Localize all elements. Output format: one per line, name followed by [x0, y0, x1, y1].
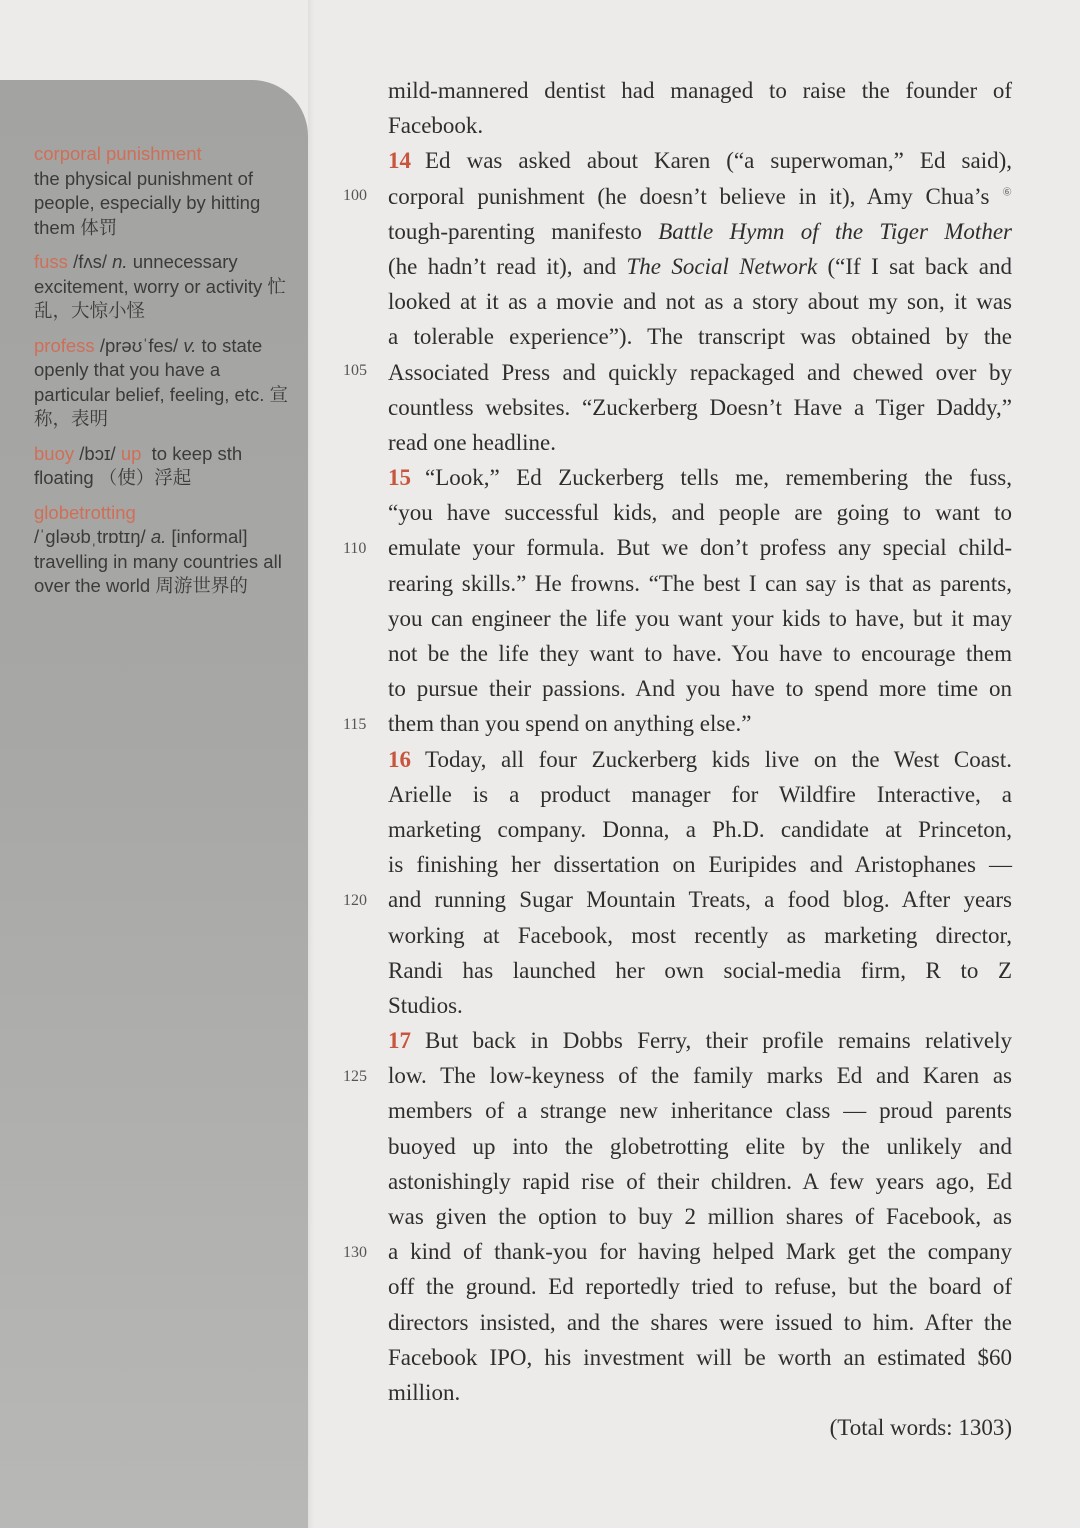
line-number: 115 [343, 716, 367, 733]
glossary-term: buoy [34, 442, 75, 464]
text-line: Studios. [388, 992, 463, 1018]
glossary-entry [34, 442, 296, 491]
text-span: Today, all four Zuckerberg kids live on the West Coast. [425, 746, 1012, 772]
text-line: countless websites. “Zuckerberg Doesn’t Have a Tiger Daddy,” [388, 394, 1012, 420]
text-line: not be the life they want to have. You have to encourage them [388, 641, 1012, 666]
text-line: and running Sugar Mountain Treats, a food blog. After years [388, 887, 1012, 913]
text-line [388, 214, 1012, 249]
glossary-term: profess [34, 334, 95, 356]
glossary-pos: v. [183, 334, 197, 356]
glossary-definition: unnecessary excitement, worry or activity 忙乱，大惊小怪 [34, 251, 286, 321]
glossary-sidebar [0, 80, 308, 1528]
text-span: corporal punishment (he doesn’t believe in it), Amy Chua’s [388, 183, 990, 209]
text-line: off the ground. Ed reportedly tried to refuse, but the board of [388, 1274, 1012, 1300]
text-line: emulate your formula. But we don’t profess any special child- [388, 535, 1012, 561]
film-title: The Social Network [626, 253, 818, 279]
paragraph-number: 16 [388, 746, 411, 772]
glossary-term: corporal punishment [34, 143, 202, 164]
paragraph-number: 14 [388, 148, 411, 174]
glossary-phonetic: /prəʊˈfes/ [99, 334, 179, 356]
total-words: (Total words: 1303) [829, 1415, 1012, 1441]
text-line [388, 249, 1012, 284]
glossary-phonetic: /fʌs/ [73, 251, 107, 272]
text-line: read one headline. [388, 429, 556, 455]
text-line: low. The low-keyness of the family marks Ed and Karen as [388, 1063, 1012, 1089]
glossary-entry [34, 142, 296, 240]
text-line [388, 742, 1012, 777]
text-span: (he hadn’t read it), and [388, 253, 627, 279]
glossary-entry [34, 334, 296, 432]
text-line: directors insisted, and the shares were issued to him. After the [388, 1309, 1012, 1335]
page-gutter [308, 0, 314, 1528]
text-line: Facebook IPO, his investment will be worth an estimated $60 [388, 1344, 1012, 1370]
glossary-entry [34, 501, 296, 599]
text-line: you can engineer the life you want your kids to have, but it may [388, 605, 1012, 631]
text-span: “Look,” Ed Zuckerberg tells me, remembering the fuss, [425, 465, 1012, 491]
text-line: “you have successful kids, and people are going to want to [388, 500, 1012, 526]
text-line: members of a strange new inheritance class — proud parents [388, 1098, 1012, 1124]
text-line: a kind of thank-you for having helped Mark get the company [388, 1239, 1012, 1265]
glossary-definition: [informal] travelling in many countries all over the world 周游世界的 [34, 526, 282, 596]
text-line: million. [388, 1379, 461, 1405]
text-line: mild-mannered dentist had managed to raise the founder of [388, 78, 1012, 103]
paragraph-number: 17 [388, 1028, 411, 1054]
text-line [388, 460, 1012, 495]
glossary-pos: n. [112, 251, 128, 272]
text-line: Facebook. [388, 113, 484, 139]
glossary-particle: up [120, 442, 142, 464]
glossary-term: fuss [34, 251, 68, 272]
text-line: looked at it as a movie and not as a story about my son, it was [388, 289, 1012, 315]
text-span: (“If I sat back and [817, 253, 1012, 279]
text-span: tough-parenting manifesto [388, 218, 659, 244]
glossary-definition: to keep sth floating （使）浮起 [34, 442, 243, 488]
text-line: Associated Press and quickly repackaged and chewed over by [388, 359, 1012, 385]
book-title: Battle Hymn of the Tiger Mother [658, 218, 1012, 244]
text-line: buoyed up into the globetrotting elite by the unlikely and [388, 1133, 1012, 1159]
article-body [388, 73, 1012, 1445]
glossary-definition: to state openly that you have a particular belief, feeling, etc. 宣称，表明 [34, 334, 288, 429]
line-number: 110 [343, 540, 367, 557]
line-number: 105 [343, 362, 367, 379]
text-line: astonishingly rapid rise of their children. A few years ago, Ed [388, 1168, 1012, 1194]
text-line: Arielle is a product manager for Wildfire Interactive, a [388, 781, 1012, 807]
text-line: them than you spend on anything else.” [388, 711, 752, 737]
paragraph-number: 15 [388, 465, 411, 491]
glossary-phonetic: /bɔɪ/ [79, 442, 116, 464]
text-span: Ed was asked about Karen (“a superwoman,” Ed said), [425, 148, 1012, 174]
glossary-definition: the physical punishment of people, especially by hitting them 体罚 [34, 167, 261, 238]
footnote-mark: ⑥ [1002, 185, 1012, 198]
text-line [388, 1023, 1012, 1058]
glossary-entry [34, 250, 296, 324]
text-span: But back in Dobbs Ferry, their profile remains relatively [425, 1028, 1012, 1054]
text-line: Randi has launched her own social-media firm, R to Z [388, 957, 1012, 983]
glossary-term: globetrotting [34, 501, 136, 523]
line-number: 120 [343, 892, 367, 909]
text-line: is finishing her dissertation on Euripides and Aristophanes — [388, 852, 1012, 878]
text-line: marketing company. Donna, a Ph.D. candidate at Princeton, [388, 816, 1012, 842]
line-number: 100 [343, 187, 367, 204]
text-line: rearing skills.” He frowns. “The best I can say is that as parents, [388, 570, 1012, 596]
text-line: to pursue their passions. And you have to spend more time on [388, 676, 1012, 702]
glossary-list [34, 142, 296, 609]
line-number: 125 [343, 1068, 367, 1085]
text-line: a tolerable experience”). The transcript was obtained by the [388, 324, 1012, 350]
text-line: was given the option to buy 2 million shares of Facebook, as [388, 1204, 1012, 1229]
text-line [388, 179, 1012, 214]
glossary-phonetic: /ˈgləʊbˌtrɒtɪŋ/ [34, 526, 146, 547]
glossary-pos: a. [150, 526, 167, 547]
text-line [388, 143, 1012, 178]
text-line: working at Facebook, most recently as marketing director, [388, 922, 1012, 948]
line-number: 130 [343, 1244, 367, 1261]
